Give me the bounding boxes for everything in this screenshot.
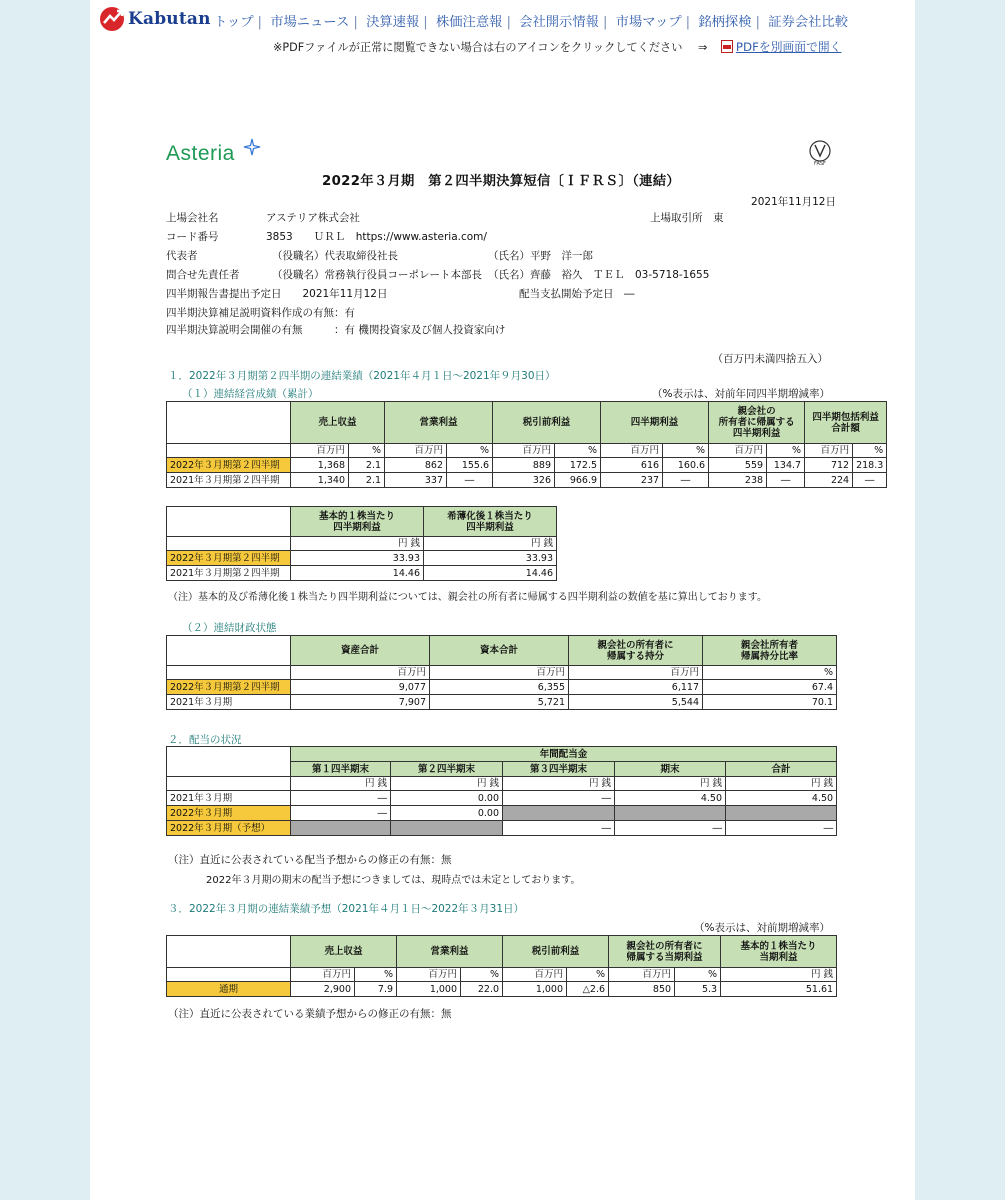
cell: 337 [385,473,447,488]
cell: 5,721 [430,695,569,710]
cell: 2.1 [349,458,385,473]
pdf-icon[interactable] [721,40,733,53]
col-total-assets: 資産合計 [291,636,430,666]
page [90,0,915,1200]
cell: 0.00 [391,806,503,821]
cell [291,821,391,836]
unit-cell: 円 銭 [291,537,424,551]
cell: 862 [385,458,447,473]
col-quarterly-profit: 四半期利益 [601,402,709,444]
contact-role: （役職名）常務執行役員コーポレート本部長 [272,269,482,281]
section-1-1-title: （１）連結経営成績（累計） [182,388,319,400]
unit-cell: 百万円 [291,666,430,680]
cell: 155.6 [447,458,493,473]
table-row [167,821,837,836]
eps-table [166,506,557,581]
pct-cell: % [675,968,721,982]
report-date: 2021年11月12日 [751,196,836,208]
company-label: 上場会社名 [166,212,219,224]
cell: 7,907 [291,695,430,710]
col-equity-ratio: 親会社所有者 帰属持分比率 [703,636,837,666]
row-label: 2022年３月期 [167,806,291,821]
cell: 33.93 [424,551,557,566]
cell: ― [853,473,887,488]
col-annual-dividend: 年間配当金 [291,747,837,762]
operating-results-table [166,401,887,488]
open-pdf-link[interactable]: PDFを別画面で開く [735,40,842,54]
dividend-start: 配当支払開始予定日 ― [519,288,635,300]
col-diluted-eps: 希薄化後１株当たり 四半期利益 [424,507,557,537]
table-row [167,473,887,488]
cell: 889 [493,458,555,473]
unit-cell: % [703,666,837,680]
table-row [167,806,837,821]
pct-cell: % [461,968,503,982]
cell: 5.3 [675,982,721,997]
unit-cell: 百万円 [493,444,555,458]
pct-cell: % [355,968,397,982]
col-comprehensive-income: 四半期包括利益 合計額 [805,402,887,444]
cell: 1,000 [397,982,461,997]
unit-cell: 百万円 [805,444,853,458]
supplementary-material: 四半期決算補足説明資料作成の有無：有 [166,307,355,319]
unit-cell: 百万円 [291,444,349,458]
cell: 237 [601,473,663,488]
exchange: 上場取引所 東 [650,212,724,224]
col-owners-profit: 親会社の 所有者に帰属する 四半期利益 [709,402,805,444]
unit-cell: 円 銭 [721,968,837,982]
row-label: 2022年３月期第２四半期 [167,458,291,473]
row-label: 2022年３月期第２四半期 [167,680,291,695]
unit-cell: 百万円 [569,666,703,680]
unit-note: （百万円未満四捨五入） [712,353,828,365]
table-row [167,680,837,695]
cell: 160.6 [663,458,709,473]
cell: 224 [805,473,853,488]
cell: 172.5 [555,458,601,473]
section-3-title: ３．2022年３月期の連結業績予想（2021年４月１日～2022年３月31日） [168,903,525,915]
nav-top[interactable]: トップ [214,15,254,30]
unit-cell: 円 銭 [615,777,726,791]
col-revenue: 売上収益 [291,936,397,968]
cell: 14.46 [291,566,424,581]
col-year-end: 期末 [615,762,726,777]
dividend-table [166,746,837,836]
fasf-mark-icon [806,140,834,166]
cell: 218.3 [853,458,887,473]
col-q2-end: 第２四半期末 [391,762,503,777]
dividend-note: （注）直近に公表されている配当予想からの修正の有無：無 [168,854,452,866]
kabutan-logo[interactable] [98,4,211,34]
kabutan-logo-icon [98,5,126,33]
cell: 326 [493,473,555,488]
cell [726,806,837,821]
cell: 559 [709,458,767,473]
pct-note-3: （%表示は、対前期増減率） [694,922,830,934]
pct-cell: % [349,444,385,458]
nav-earnings[interactable]: 決算速報 [366,15,420,30]
table-row [167,458,887,473]
table-row [167,791,837,806]
company-info [166,210,836,320]
row-label: 2022年３月期第２四半期 [167,551,291,566]
cell: 70.1 [703,695,837,710]
cell: 4.50 [615,791,726,806]
unit-cell: 百万円 [397,968,461,982]
cell: 7.9 [355,982,397,997]
pct-cell: % [663,444,709,458]
col-q3-end: 第３四半期末 [503,762,615,777]
cell: 9,077 [291,680,430,695]
code-value: 3853 ＵＲＬ https://www.asteria.com/ [266,231,487,243]
report-submit-date: 四半期報告書提出予定日 2021年11月12日 [166,288,388,300]
pct-cell: % [853,444,887,458]
company-value: アステリア株式会社 [266,212,360,224]
cell: 33.93 [291,551,424,566]
kabutan-header [90,0,915,62]
cell: 712 [805,458,853,473]
rep-name: （氏名）平野 洋一郎 [488,250,593,262]
pdf-notice [273,38,841,55]
unit-cell: 円 銭 [726,777,837,791]
arrow-icon: ⇒ [697,41,708,54]
nav-stock-explore[interactable]: 銘柄探検 [698,15,752,30]
cell: ― [615,821,726,836]
table-row [167,695,837,710]
row-label: 2021年３月期 [167,791,291,806]
cell: 966.9 [555,473,601,488]
cell: △2.6 [567,982,609,997]
contact-label: 問合せ先責任者 [166,269,240,281]
financial-position-table [166,635,837,710]
col-eps: 基本的１株当たり 当期利益 [721,936,837,968]
contact-name: （氏名）齊藤 裕久 ＴＥＬ 03-5718-1655 [488,269,710,281]
nav-stock-alert[interactable]: 株価注意報 [435,15,503,30]
cell: 1,368 [291,458,349,473]
forecast-note: （注）直近に公表されている業績予想からの修正の有無：無 [168,1008,452,1020]
cell: ― [291,791,391,806]
col-revenue: 売上収益 [291,402,385,444]
asteria-star-icon [243,138,261,156]
unit-cell: 円 銭 [503,777,615,791]
top-nav: トップ | 市場ニュース | 決算速報 | 株価注意報 | 会社開示情報 | 市場マップ | 銘柄探検 | 証券会社比較 [214,15,849,30]
cell [615,806,726,821]
rep-label: 代表者 [166,250,198,262]
unit-cell: 百万円 [709,444,767,458]
col-operating-profit: 営業利益 [385,402,493,444]
pdf-notice-text: ※PDFファイルが正常に閲覧できない場合は右のアイコンをクリックしてください [273,41,683,54]
pct-note-1: （%表示は、対前年同四半期増減率） [652,388,830,400]
unit-cell: 百万円 [385,444,447,458]
dividend-note-2: 2022年３月期の期末の配当予想につきましては、現時点では未定としております。 [206,875,581,886]
rep-role: （役職名）代表取締役社長 [272,250,398,262]
cell: 51.61 [721,982,837,997]
unit-cell: 円 銭 [424,537,557,551]
unit-cell: 円 銭 [291,777,391,791]
nav-market-map[interactable]: 市場マップ [615,15,682,30]
unit-cell: 円 銭 [391,777,503,791]
pct-cell: % [567,968,609,982]
cell: 134.7 [767,458,805,473]
col-total-equity: 資本合計 [430,636,569,666]
document-title: 2022年３月期 第２四半期決算短信〔ＩＦＲＳ〕（連結） [322,174,680,189]
section-2-title: ２．配当の状況 [168,734,242,746]
col-operating-profit: 営業利益 [397,936,503,968]
cell: 1,000 [503,982,567,997]
row-label: 2022年３月期（予想） [167,821,291,836]
row-label: 2021年３月期 [167,695,291,710]
cell: ― [767,473,805,488]
cell: ― [726,821,837,836]
pct-cell: % [555,444,601,458]
unit-cell: 百万円 [430,666,569,680]
forecast-table [166,935,837,997]
asteria-logo: Asteria [166,142,235,165]
table-row [167,566,557,581]
unit-cell: 百万円 [601,444,663,458]
col-basic-eps: 基本的１株当たり 四半期利益 [291,507,424,537]
code-label: コード番号 [166,231,219,243]
row-label: 2021年３月期第２四半期 [167,566,291,581]
col-owners-equity: 親会社の所有者に 帰属する持分 [569,636,703,666]
col-q1-end: 第１四半期末 [291,762,391,777]
cell: 4.50 [726,791,837,806]
pct-cell: % [447,444,493,458]
cell [391,821,503,836]
cell: 6,117 [569,680,703,695]
kabutan-logo-text: Kabutan [128,9,211,29]
nav-disclosure[interactable]: 会社開示情報 [519,15,599,30]
cell: 0.00 [391,791,503,806]
cell: 5,544 [569,695,703,710]
cell [503,806,615,821]
cell: ― [663,473,709,488]
cell: 850 [609,982,675,997]
cell: 22.0 [461,982,503,997]
nav-market-news[interactable]: 市場ニュース [270,15,350,30]
unit-cell: 百万円 [291,968,355,982]
cell: 2,900 [291,982,355,997]
unit-cell: 百万円 [609,968,675,982]
eps-note: （注）基本的及び希薄化後１株当たり四半期利益については、親会社の所有者に帰属する四半期利益の数値を基に算出しております。 [168,592,767,603]
cell: 238 [709,473,767,488]
fasf-label: FASF [814,161,826,166]
section-1-title: １．2022年３月期第２四半期の連結業績（2021年４月１日～2021年９月30日） [168,370,556,382]
table-row [167,982,837,997]
cell: 14.46 [424,566,557,581]
cell: ― [503,821,615,836]
col-owners-profit: 親会社の所有者に 帰属する当期利益 [609,936,721,968]
cell: 616 [601,458,663,473]
cell: ― [291,806,391,821]
cell: 2.1 [349,473,385,488]
col-total: 合計 [726,762,837,777]
cell: 6,355 [430,680,569,695]
briefing-session: 四半期決算説明会開催の有無 ：有 機関投資家及び個人投資家向け [166,324,506,336]
col-pretax-profit: 税引前利益 [503,936,609,968]
table-row [167,551,557,566]
nav-broker-compare[interactable]: 証券会社比較 [768,15,849,30]
section-1-2-title: （２）連結財政状態 [182,622,277,634]
cell: 1,340 [291,473,349,488]
col-pretax-profit: 税引前利益 [493,402,601,444]
row-label: 通期 [167,982,291,997]
row-label: 2021年３月期第２四半期 [167,473,291,488]
cell: 67.4 [703,680,837,695]
unit-cell: 百万円 [503,968,567,982]
cell: ― [447,473,493,488]
pct-cell: % [767,444,805,458]
cell: ― [503,791,615,806]
